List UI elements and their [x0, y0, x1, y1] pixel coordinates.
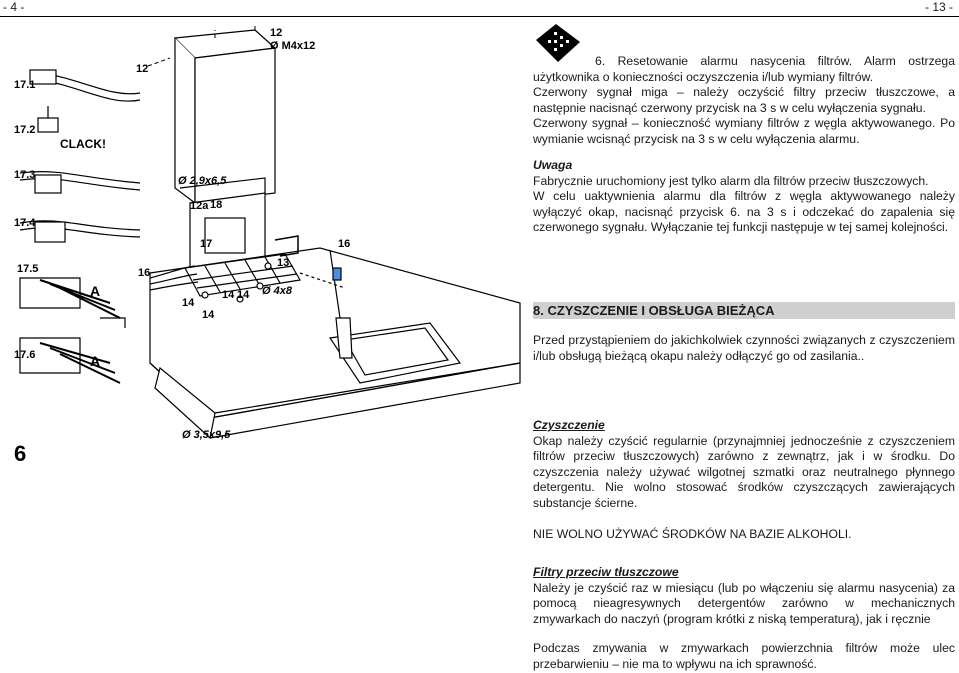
cleaning-section [533, 418, 955, 542]
uwaga-section [533, 158, 955, 236]
label-d2-9x6-5: Ø 2,9x6,5 [178, 175, 227, 187]
uwaga-heading: Uwaga [533, 158, 573, 172]
filters-section [533, 565, 955, 673]
label-17-1: 17.1 [14, 79, 36, 91]
label-d3-5x9-5: Ø 3,5x9,5 [182, 429, 231, 441]
cleaning-paragraph-2: NIE WOLNO UŻYWAĆ ŚRODKÓW NA BAZIE ALKOHOLI. [533, 526, 852, 541]
label-17-6: 17.6 [14, 349, 36, 361]
page-number-right: - 13 - [924, 0, 953, 14]
label-14-c: 14 [237, 289, 250, 301]
label-17-2: 17.2 [14, 124, 36, 136]
section-title: 8. CZYSZCZENIE I OBSŁUGA BIEŻĄCA [533, 302, 955, 319]
alarm-intro: 6. Resetowanie alarmu nasycenia filtrów. Alarm ostrzega użytkownika o konieczności oczyszczenia i/lub wymiany filtrów. [533, 54, 955, 84]
installation-diagram [0, 18, 530, 463]
label-12-top: 12 [270, 27, 283, 39]
label-16-right: 16 [338, 238, 351, 250]
label-17-4: 17.4 [14, 217, 36, 229]
label-clack: CLACK! [60, 137, 106, 151]
label-16-left: 16 [138, 267, 151, 279]
figure-number: 6 [14, 441, 27, 463]
label-14-b: 14 [222, 289, 235, 301]
header-rule [0, 16, 959, 17]
uwaga-paragraph-2: W celu uaktywnienia alarmu dla filtrów z węgla aktywowanego należy wyłączyć okap, nacisnąć przycisk 6. na 3 s i odczekać do zapalenia się czerwonego sygnału. Wyłączanie tej funkcji następuje w tej samej kolejności. [533, 189, 955, 235]
page-number-left: - 4 - [3, 0, 25, 14]
uwaga-paragraph-1: Fabrycznie uruchomiony jest tylko alarm dla filtrów przeciw tłuszczowych. [533, 173, 929, 188]
hood-canopy [150, 236, 520, 438]
label-14-a: 14 [182, 297, 195, 309]
label-a-1: A [90, 283, 101, 299]
label-17: 17 [200, 238, 213, 250]
label-13: 13 [277, 257, 290, 269]
label-12-left: 12 [136, 63, 149, 75]
section-paragraph: Przed przystąpieniem do jakichkolwiek czynności związanych z czyszczeniem i/lub obsługą bieżącą okapu należy odłączyć go od zasilania.. [533, 333, 955, 363]
chimney [175, 30, 275, 278]
alarm-paragraph-2: Czerwony sygnał miga – należy oczyścić filtry przeciw tłuszczowe, a następnie nacisnąć czerwony przycisk na 3 s w celu wyłączenia sygnału. [533, 85, 955, 115]
detail-inset [12, 46, 140, 383]
label-12a: 12a [190, 200, 209, 212]
label-14-d: 14 [202, 309, 215, 321]
alarm-section [533, 54, 955, 148]
section-intro [533, 333, 955, 364]
alarm-paragraph-3: Czerwony sygnał – konieczność wymiany filtrów z węgla aktywowanego. Po wymianie wcisnąć przycisk na 3 s w celu wyłączenia alarmu. [533, 116, 955, 146]
filters-paragraph-1: Należy je czyścić raz w miesiącu (lub po włączeniu się alarmu nasycenia) za pomocą nieagresywnych detergentów zarówno w mechanicznych zmywarkach do naczyń (program krótki z niską temperaturą), jak i ręcznie [533, 580, 955, 626]
cleaning-heading: Czyszczenie [533, 418, 605, 432]
label-m4x12: Ø M4x12 [270, 40, 316, 52]
label-18: 18 [210, 199, 223, 211]
label-17-5: 17.5 [17, 263, 39, 275]
label-a-2: A [90, 353, 101, 369]
cleaning-paragraph-1: Okap należy czyścić regularnie (przynajmniej jednocześnie z czyszczeniem filtrów przeciw tłuszczowych) zarówno z zewnątrz, jak i w środku. Do czyszczenia należy używać wilgotnej szmatki oraz neutralnego płynnego detergentu. Nie wolno stosować środków czyszczących zawierających substancje ścierne. [533, 433, 955, 510]
filters-heading: Filtry przeciw tłuszczowe [533, 565, 679, 579]
label-d4x8: Ø 4x8 [262, 285, 292, 297]
label-17-3: 17.3 [14, 169, 36, 181]
filters-paragraph-2: Podczas zmywania w zmywarkach powierzchnia filtrów może ulec przebarwieniu – nie ma to wpływu na ich sprawność. [533, 641, 955, 671]
